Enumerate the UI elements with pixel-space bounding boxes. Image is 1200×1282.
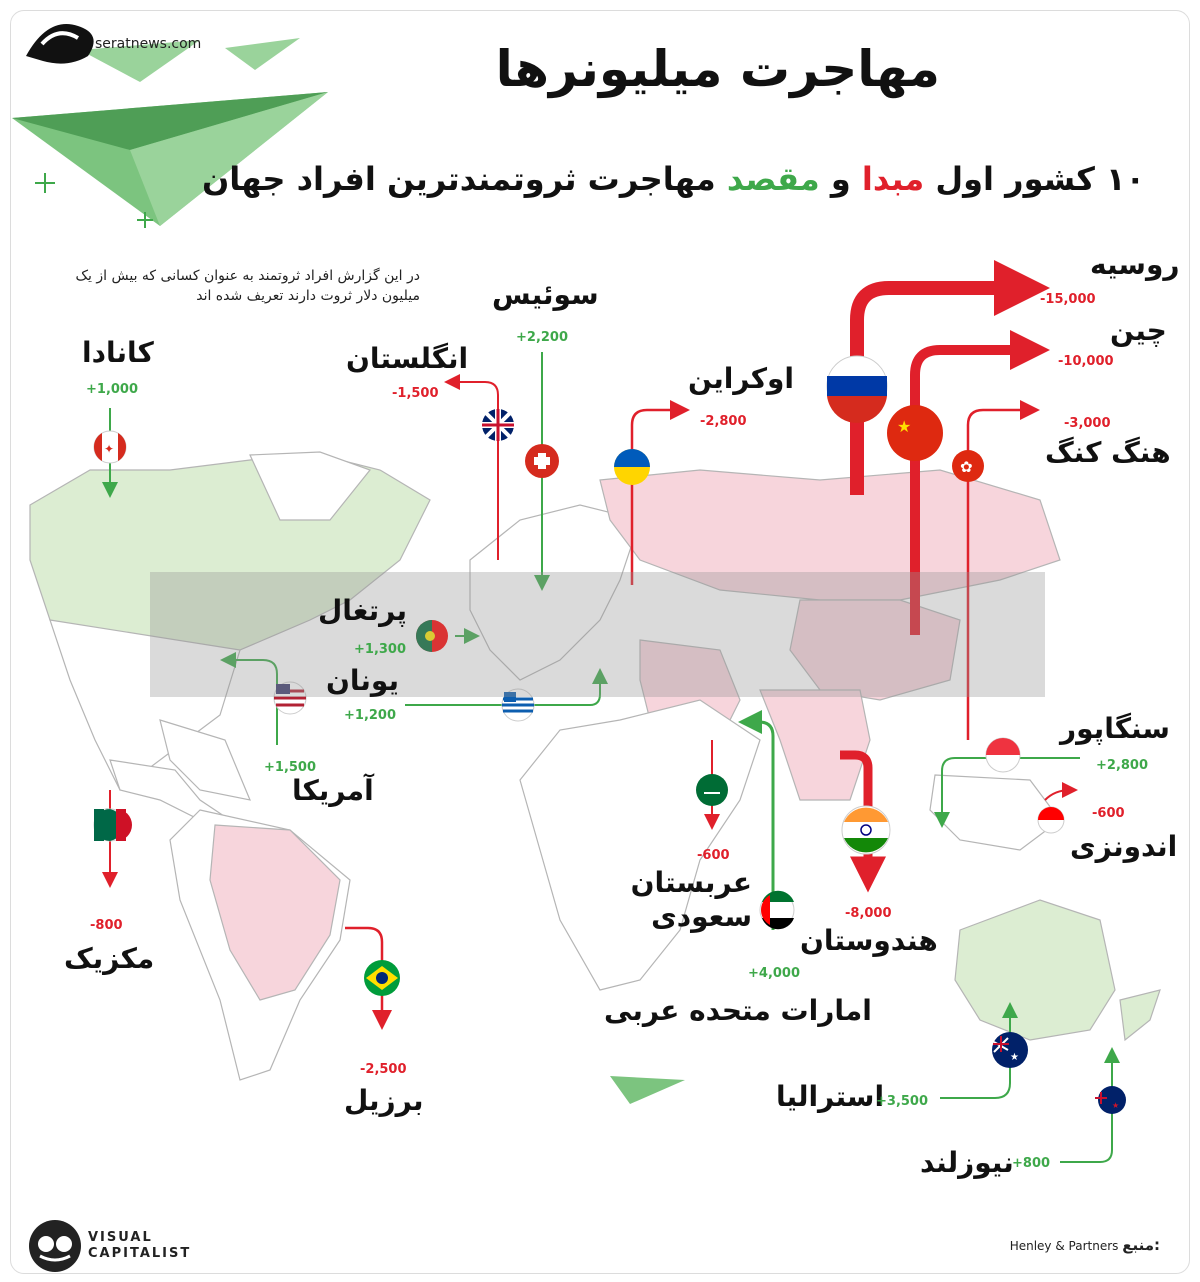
subtitle-part3: مهاجرت ثروتمندترین افراد جهان bbox=[201, 160, 727, 198]
source-credit bbox=[1010, 1236, 1160, 1254]
subtitle-count: ۱۰ bbox=[1105, 160, 1145, 198]
label-australia: استرالیا bbox=[776, 1080, 885, 1113]
value-ukraine: -2,800 bbox=[700, 414, 747, 429]
source-label: منبع: bbox=[1122, 1236, 1160, 1254]
subtitle-part2: و bbox=[819, 160, 862, 198]
svg-text:✿: ✿ bbox=[960, 458, 973, 476]
subtitle-origin: مبدا bbox=[861, 160, 925, 198]
value-india: -8,000 bbox=[845, 906, 892, 921]
value-singapore: +2,800 bbox=[1096, 758, 1149, 773]
flag-brazil-icon bbox=[364, 960, 400, 996]
flag-canada-icon bbox=[94, 431, 126, 463]
value-portugal: +1,300 bbox=[354, 642, 407, 657]
value-greece: +1,200 bbox=[344, 708, 397, 723]
paper-plane-icon bbox=[12, 92, 328, 226]
flag-indonesia-icon bbox=[1038, 807, 1064, 833]
site-url: seratnews.com bbox=[95, 36, 202, 52]
label-usa: آمریکا bbox=[292, 774, 374, 807]
svg-text:★: ★ bbox=[897, 417, 912, 436]
value-russia: -15,000 bbox=[1040, 292, 1096, 307]
value-uk: -1,500 bbox=[392, 386, 439, 401]
flag-australia-icon bbox=[992, 1032, 1028, 1068]
flag-russia-icon bbox=[827, 356, 887, 423]
value-switzerland: +2,200 bbox=[516, 330, 569, 345]
source-value: Henley & Partners bbox=[1009, 1239, 1119, 1253]
label-mexico: مکزیک bbox=[64, 942, 155, 975]
subtitle-destination: مقصد bbox=[726, 160, 820, 198]
value-uae: +4,000 bbox=[748, 966, 801, 981]
logo-line1: VISUAL bbox=[88, 1230, 153, 1245]
flag-singapore-icon bbox=[986, 738, 1020, 772]
svg-text:★: ★ bbox=[1010, 1052, 1019, 1063]
flag-india-icon bbox=[842, 806, 890, 854]
label-hongkong: هنگ کنگ bbox=[1045, 436, 1171, 469]
label-saudi: عربستان سعودی bbox=[630, 866, 752, 933]
flag-switzerland-icon bbox=[525, 444, 559, 478]
page-subtitle bbox=[202, 160, 1145, 198]
flag-ukraine-icon bbox=[614, 449, 650, 485]
label-brazil: برزیل bbox=[344, 1084, 424, 1117]
value-canada: +1,000 bbox=[86, 382, 139, 397]
label-ukraine: اوکراین bbox=[688, 362, 795, 395]
value-mexico: -800 bbox=[90, 918, 123, 933]
subtitle-part1: کشور اول bbox=[924, 160, 1106, 198]
flag-hongkong-icon bbox=[952, 450, 984, 482]
value-usa: +1,500 bbox=[264, 760, 317, 775]
label-singapore: سنگاپور bbox=[1060, 712, 1170, 745]
label-greece: یونان bbox=[326, 664, 399, 697]
flag-saudi-icon bbox=[696, 774, 728, 806]
label-uk: انگلستان bbox=[346, 342, 469, 375]
value-indonesia: -600 bbox=[1092, 806, 1125, 821]
value-brazil: -2,500 bbox=[360, 1062, 407, 1077]
flag-china-icon bbox=[887, 405, 943, 461]
definition-note: در این گزارش افراد ثروتمند به عنوان کسانی که بیش از یک میلیون دلار ثروت دارند تعریف شده اند bbox=[75, 268, 420, 304]
label-russia: روسیه bbox=[1090, 248, 1180, 281]
flag-newzealand-icon bbox=[1095, 1086, 1126, 1114]
label-portugal: پرتغال bbox=[318, 594, 408, 627]
flow-indonesia bbox=[1045, 790, 1070, 800]
page-title: مهاجرت میلیونرها bbox=[495, 40, 940, 98]
logo-line2: CAPITALIST bbox=[88, 1246, 192, 1261]
flow-uk bbox=[452, 382, 498, 560]
value-newzealand: +800 bbox=[1012, 1156, 1051, 1171]
label-newzealand: نیوزلند bbox=[920, 1146, 1014, 1179]
value-china: -10,000 bbox=[1058, 354, 1114, 369]
visual-capitalist-logo-text bbox=[88, 1230, 191, 1262]
visual-capitalist-logo-icon bbox=[29, 1220, 81, 1272]
label-uae: امارات متحده عربی bbox=[604, 994, 872, 1027]
watermark-band bbox=[150, 572, 1045, 697]
flag-mexico-icon bbox=[94, 809, 132, 841]
value-hongkong: -3,000 bbox=[1064, 416, 1111, 431]
flag-uae-icon bbox=[760, 891, 794, 930]
label-indonesia: اندونزی bbox=[1070, 830, 1178, 863]
label-china: چین bbox=[1110, 314, 1167, 347]
label-canada: کانادا bbox=[82, 336, 154, 369]
svg-text:✦: ✦ bbox=[104, 442, 115, 456]
label-india: هندوستان bbox=[800, 924, 938, 957]
flag-uk-icon bbox=[482, 409, 514, 441]
value-saudi: -600 bbox=[697, 848, 730, 863]
value-australia: +3,500 bbox=[876, 1094, 929, 1109]
svg-text:★: ★ bbox=[1112, 1101, 1120, 1110]
label-switzerland: سوئیس bbox=[492, 278, 599, 311]
